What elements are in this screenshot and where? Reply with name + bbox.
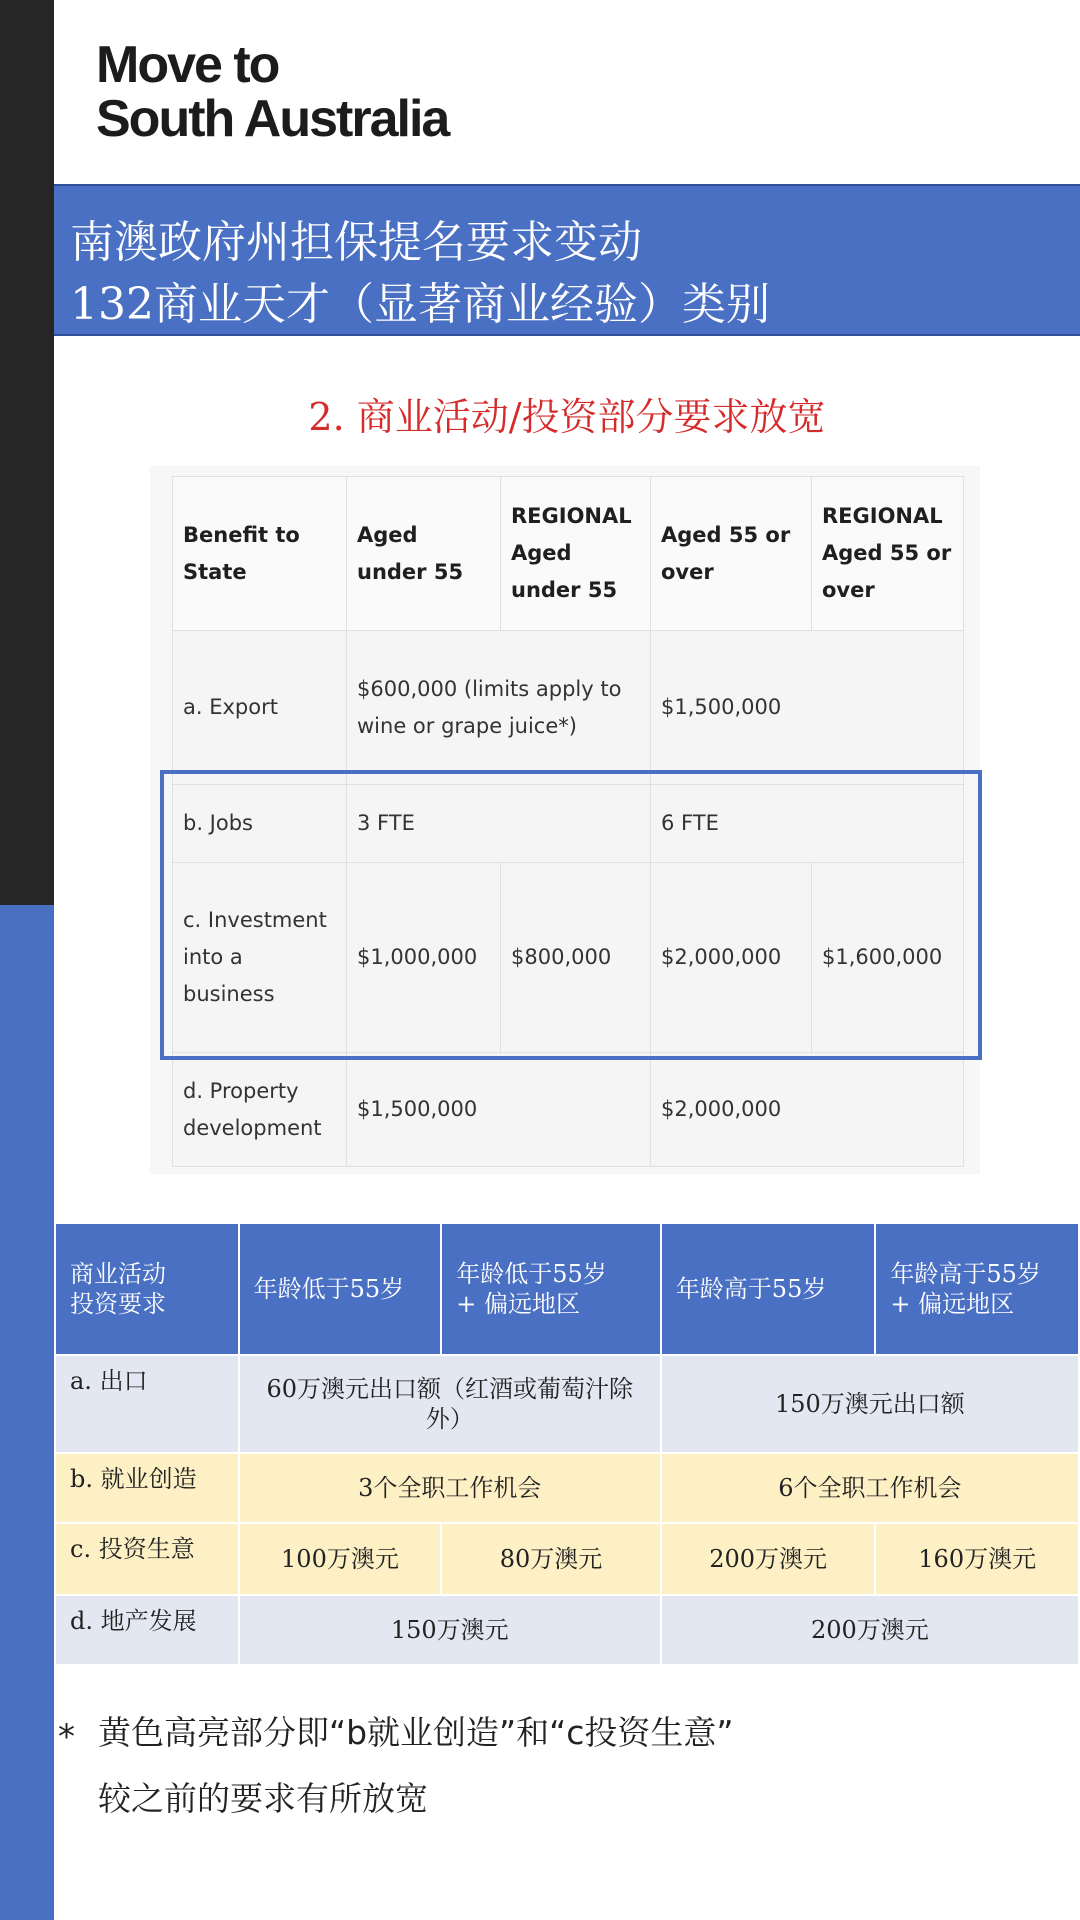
cn-export-over55: 150万澳元出口额: [661, 1355, 1079, 1453]
en-property-over55: $2,000,000: [651, 1053, 964, 1167]
cn-jobs-label: b. 就业创造: [55, 1453, 239, 1523]
en-jobs-under55: 3 FTE: [347, 785, 651, 863]
cn-investment-under55: 100万澳元: [239, 1523, 442, 1595]
footnote-line-2: 较之前的要求有所放宽: [98, 1779, 428, 1818]
cn-export-under55: 60万澳元出口额（红酒或葡萄汁除外）: [239, 1355, 661, 1453]
en-jobs-over55: 6 FTE: [651, 785, 964, 863]
logo-line-1: Move to: [96, 36, 279, 94]
en-export-under55: $600,000 (limits apply to wine or grape juice*): [347, 631, 651, 785]
en-investment-label: c. Investment into a business: [173, 863, 347, 1053]
en-header-benefit: Benefit to State: [173, 477, 347, 631]
cn-header-activity: 商业活动 投资要求: [55, 1223, 239, 1355]
header-title-line-1: 南澳政府州担保提名要求变动: [70, 217, 642, 268]
cn-row-property: [55, 1595, 1079, 1665]
en-investment-regional-over55: $1,600,000: [812, 863, 964, 1053]
cn-row-export: [55, 1355, 1079, 1453]
cn-investment-over55: 200万澳元: [661, 1523, 876, 1595]
move-to-south-australia-logo: [96, 38, 448, 146]
english-requirements-table: [172, 476, 964, 1167]
cn-investment-label: c. 投资生意: [55, 1523, 239, 1595]
chinese-requirements-table: [54, 1222, 1080, 1666]
en-row-jobs: [173, 785, 964, 863]
en-row-investment: [173, 863, 964, 1053]
en-header-regional-under55: REGIONAL Aged under 55: [501, 477, 651, 631]
cn-property-over55: 200万澳元: [661, 1595, 1079, 1665]
en-row-property: [173, 1053, 964, 1167]
cn-row-jobs: [55, 1453, 1079, 1523]
en-jobs-label: b. Jobs: [173, 785, 347, 863]
section-title: 2. 商业活动/投资部分要求放宽: [308, 395, 826, 439]
header-title-line-2: 132商业天才（显著商业经验）类别: [70, 279, 770, 330]
left-accent-bar-dark: [0, 0, 54, 905]
en-header-regional-over55: REGIONAL Aged 55 or over: [812, 477, 964, 631]
english-table-header-row: [173, 477, 964, 631]
footnote: [58, 1700, 733, 1832]
cn-investment-regional-over55: 160万澳元: [875, 1523, 1079, 1595]
cn-jobs-over55: 6个全职工作机会: [661, 1453, 1079, 1523]
cn-jobs-under55: 3个全职工作机会: [239, 1453, 661, 1523]
cn-property-label: d. 地产发展: [55, 1595, 239, 1665]
cn-export-label: a. 出口: [55, 1355, 239, 1453]
cn-investment-regional-under55: 80万澳元: [441, 1523, 661, 1595]
logo-line-2: South Australia: [96, 90, 449, 148]
cn-header-regional-under55: 年龄低于55岁 + 偏远地区: [441, 1223, 661, 1355]
en-investment-regional-under55: $800,000: [501, 863, 651, 1053]
cn-row-investment: [55, 1523, 1079, 1595]
cn-header-regional-over55: 年龄高于55岁 + 偏远地区: [875, 1223, 1079, 1355]
en-export-over55: $1,500,000: [651, 631, 964, 785]
en-header-over55: Aged 55 or over: [651, 477, 812, 631]
en-header-under55: Aged under 55: [347, 477, 501, 631]
cn-table-header-row: [55, 1223, 1079, 1355]
cn-header-under55: 年龄低于55岁: [239, 1223, 442, 1355]
left-accent-bar-blue: [0, 905, 54, 1920]
footnote-star: *: [58, 1717, 75, 1757]
en-property-under55: $1,500,000: [347, 1053, 651, 1167]
en-row-export: [173, 631, 964, 785]
cn-property-under55: 150万澳元: [239, 1595, 661, 1665]
header-band: [54, 184, 1080, 336]
cn-header-over55: 年龄高于55岁: [661, 1223, 876, 1355]
en-investment-over55: $2,000,000: [651, 863, 812, 1053]
en-investment-under55: $1,000,000: [347, 863, 501, 1053]
footnote-line-1: 黄色高亮部分即“b就业创造”和“c投资生意”: [98, 1713, 734, 1752]
en-export-label: a. Export: [173, 631, 347, 785]
en-property-label: d. Property development: [173, 1053, 347, 1167]
